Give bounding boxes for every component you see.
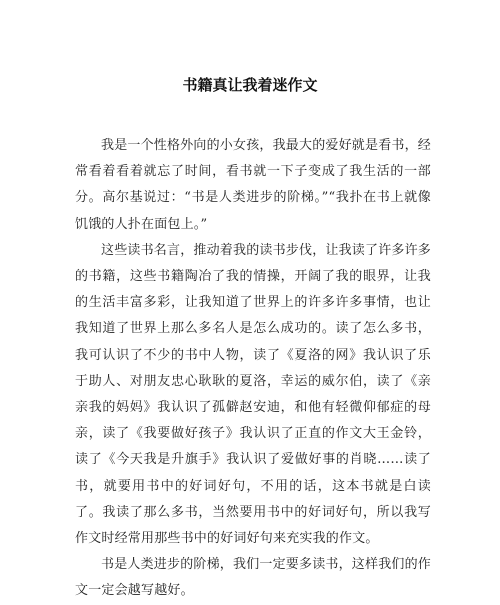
document-body xyxy=(75,133,431,605)
paragraph-2: 这些读书名言，推动着我的读书步伐，让我读了许多许多的书籍，这些书籍陶冶了我的情操，开阔了我的眼界，让我的生活丰富多彩，让我知道了世界上的许多许多事情，也让我知道了世界上那么多名人是怎么成功的。读了怎么多书，我可认识了不少的书中人物，读了《夏洛的网》我认识了乐于助人、对朋友忠心耿耿的夏洛，幸运的威尔伯，读了《亲亲我的妈妈》我认识了孤僻赵安迪，和他有轻微仰郁症的母亲，读了《我要做好孩子》我认识了正直的作文大王金铃，读了《今天我是升旗手》我认识了爱做好事的肖晓……读了书，就要用书中的好词好句，不用的话，这本书就是白读了。我读了那么多书，当然要用书中的好词好句，所以我写作文时经常用那些书中的好词好句来充实我的作文。 xyxy=(75,242,432,547)
document-title: 书籍真让我着迷作文 xyxy=(182,76,318,94)
paragraph-1: 我是一个性格外向的小女孩，我最大的爱好就是看书，经常看着看着就忘了时间，看书就一下子变成了我生活的一部分。高尔基说过：“书是人类进步的阶梯。”“我扑在书上就像饥饿的人扑在面包上。” xyxy=(75,138,432,232)
paragraph-3: 书是人类进步的阶梯，我们一定要多读书，这样我们的作文一定会越写越好。 xyxy=(75,557,432,599)
